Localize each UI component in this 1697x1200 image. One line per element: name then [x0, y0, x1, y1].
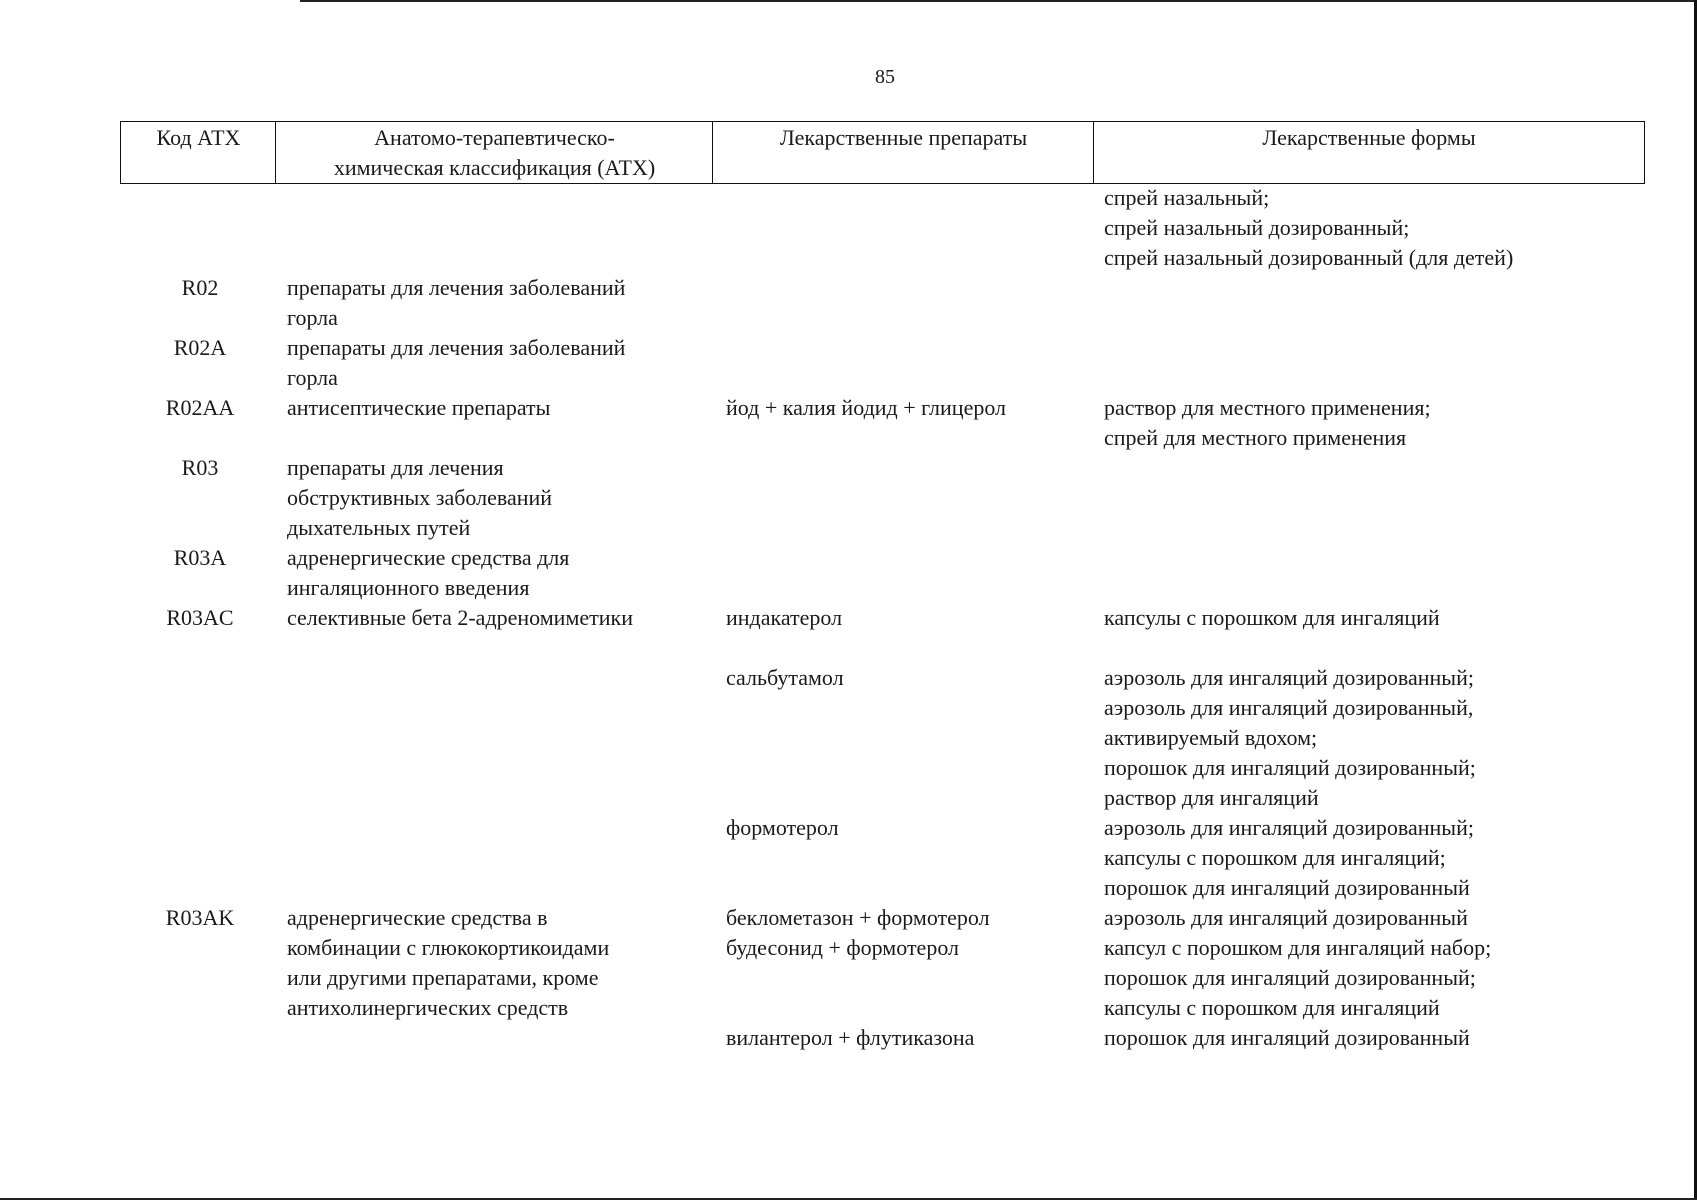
row-dosage-form: порошок для ингаляций дозированный — [1104, 1025, 1470, 1050]
row-classification: препараты для лечения заболеваний — [287, 275, 626, 300]
row-classification: ингаляционного введения — [287, 575, 530, 600]
header-divider — [275, 121, 276, 184]
row-drug-name: вилантерол + флутиказона — [726, 1025, 975, 1050]
row-classification: адренергические средства в — [287, 905, 548, 930]
row-atc-code: R02AA — [165, 395, 235, 420]
row-atc-code: R03AK — [165, 905, 235, 930]
row-dosage-form: спрей назальный; — [1104, 185, 1270, 210]
row-dosage-form: капсулы с порошком для ингаляций; — [1104, 845, 1446, 870]
row-drug-name: индакатерол — [726, 605, 843, 630]
row-classification: адренергические средства для — [287, 545, 570, 570]
row-dosage-form: спрей назальный дозированный; — [1104, 215, 1410, 240]
row-classification: антисептические препараты — [287, 395, 551, 420]
header-drugs: Лекарственные препараты — [779, 125, 1028, 150]
row-dosage-form: порошок для ингаляций дозированный; — [1104, 965, 1476, 990]
row-drug-name: сальбутамол — [726, 665, 844, 690]
row-classification: антихолинергических средств — [287, 995, 569, 1020]
header-divider — [712, 121, 713, 184]
row-classification: горла — [287, 365, 338, 390]
row-atc-code: R02 — [181, 275, 219, 300]
row-classification: горла — [287, 305, 338, 330]
row-classification: препараты для лечения — [287, 455, 504, 480]
row-drug-name: йод + калия йодид + глицерол — [726, 395, 1007, 420]
row-drug-name: беклометазон + формотерол — [726, 905, 990, 930]
row-dosage-form: раствор для местного применения; — [1104, 395, 1431, 420]
row-dosage-form: активируемый вдохом; — [1104, 725, 1318, 750]
header-forms: Лекарственные формы — [1262, 125, 1476, 150]
header-classification-line: Анатомо-терапевтическо- — [374, 125, 615, 150]
header-classification-line: химическая классификация (АТХ) — [333, 155, 656, 180]
row-dosage-form: спрей назальный дозированный (для детей) — [1104, 245, 1514, 270]
row-drug-name: формотерол — [726, 815, 839, 840]
row-classification: селективные бета 2-адреномиметики — [287, 605, 633, 630]
row-dosage-form: порошок для ингаляций дозированный — [1104, 875, 1470, 900]
header-classification — [277, 123, 712, 183]
row-dosage-form: аэрозоль для ингаляций дозированный, — [1104, 695, 1474, 720]
row-atc-code: R03AC — [166, 605, 234, 630]
row-classification: дыхательных путей — [287, 515, 471, 540]
row-dosage-form: порошок для ингаляций дозированный; — [1104, 755, 1476, 780]
row-dosage-form: капсулы с порошком для ингаляций — [1104, 995, 1440, 1020]
row-classification: препараты для лечения заболеваний — [287, 335, 626, 360]
row-dosage-form: капсул с порошком для ингаляций набор; — [1104, 935, 1492, 960]
header-divider — [1093, 121, 1094, 184]
row-dosage-form: спрей для местного применения — [1104, 425, 1407, 450]
row-dosage-form: раствор для ингаляций — [1104, 785, 1319, 810]
header-code: Код АТХ — [156, 125, 241, 150]
row-drug-name: будесонид + формотерол — [726, 935, 960, 960]
row-dosage-form: аэрозоль для ингаляций дозированный; — [1104, 665, 1474, 690]
row-classification: или другими препаратами, кроме — [287, 965, 599, 990]
row-atc-code: R03A — [173, 545, 227, 570]
row-dosage-form: капсулы с порошком для ингаляций — [1104, 605, 1440, 630]
page-number: 85 — [875, 66, 895, 88]
row-dosage-form: аэрозоль для ингаляций дозированный; — [1104, 815, 1474, 840]
row-classification: обструктивных заболеваний — [287, 485, 553, 510]
row-atc-code: R03 — [181, 455, 219, 480]
scan-edge-top — [300, 0, 1697, 2]
row-atc-code: R02A — [173, 335, 227, 360]
row-classification: комбинации с глюкокортикоидами — [287, 935, 610, 960]
row-dosage-form: аэрозоль для ингаляций дозированный — [1104, 905, 1468, 930]
